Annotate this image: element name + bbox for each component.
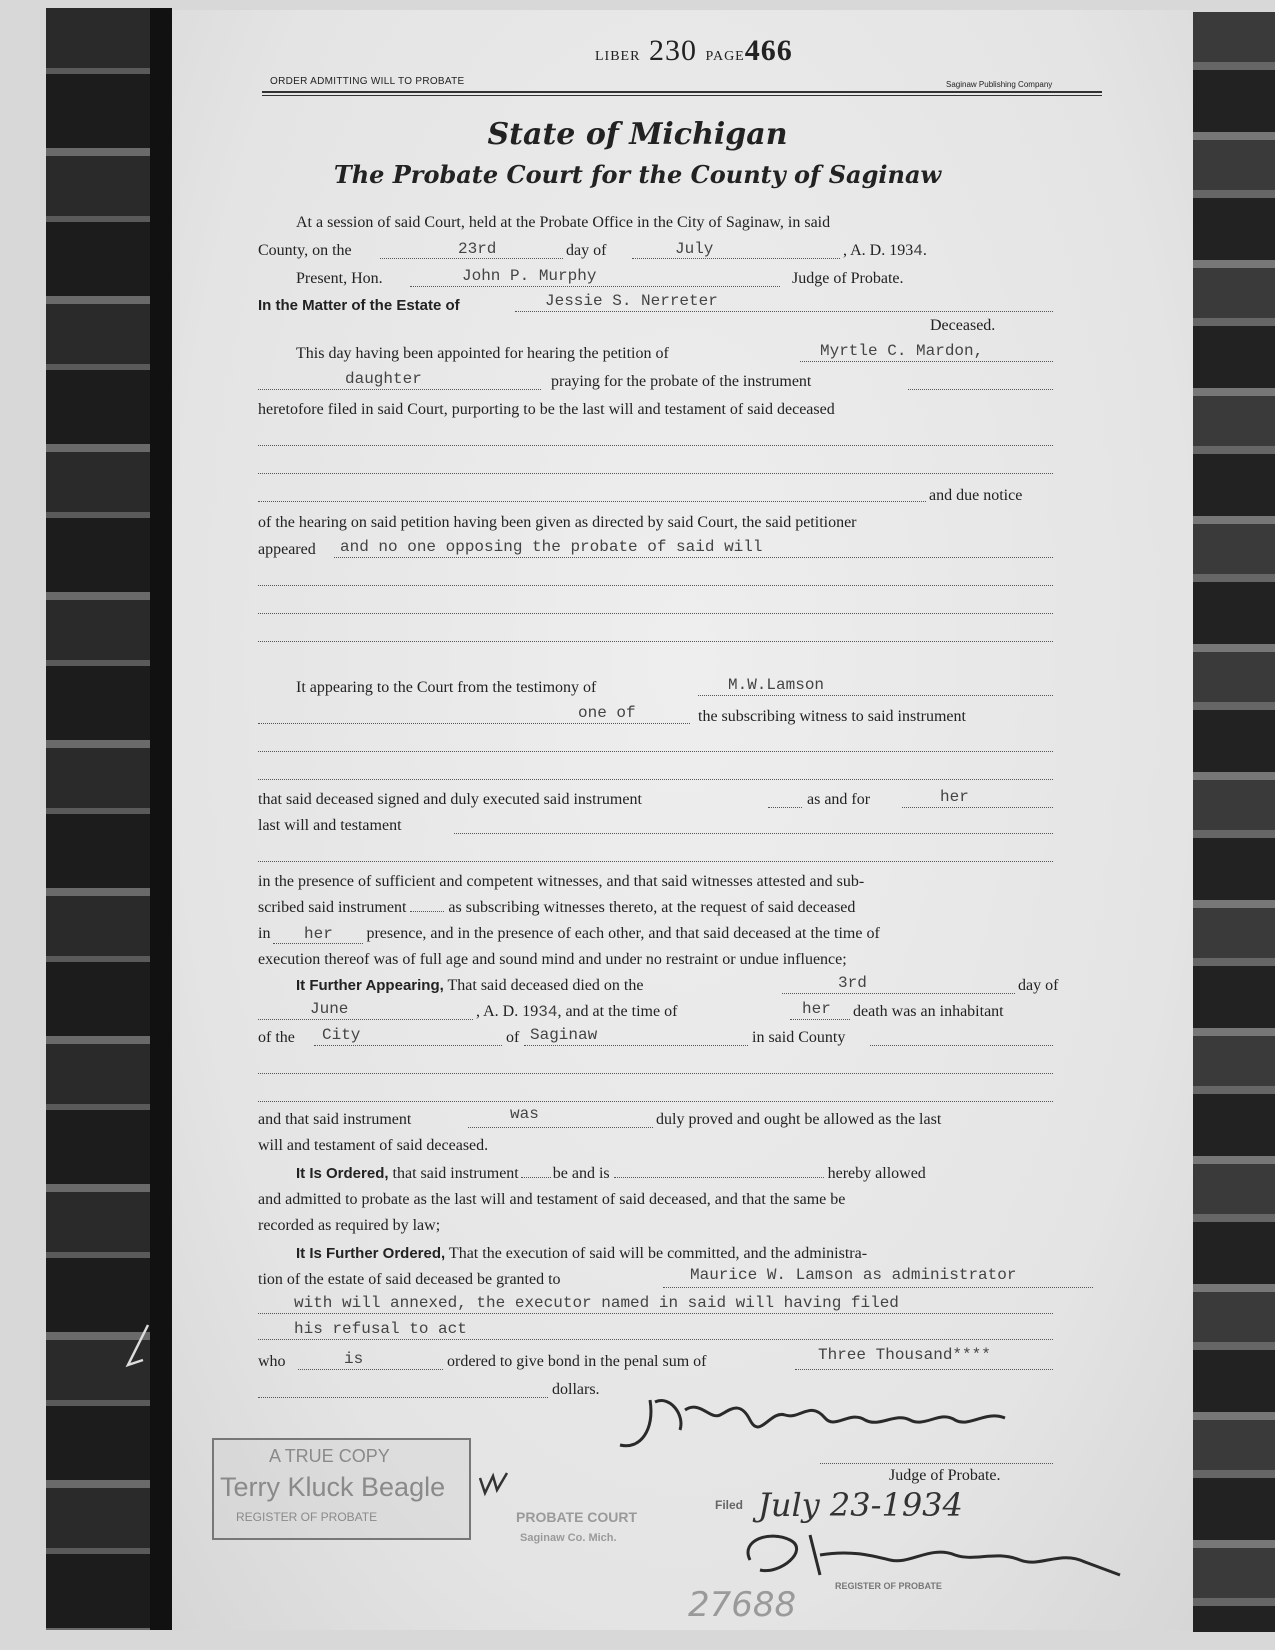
- session-day: 23rd: [458, 240, 497, 258]
- bond-amount: Three Thousand****: [818, 1346, 991, 1364]
- due-notice-text: and due notice: [929, 487, 1023, 504]
- admin-line4: his refusal to act: [294, 1320, 467, 1338]
- administrator-name: Maurice W. Lamson as administrator: [690, 1266, 1017, 1284]
- filed-label: Filed: [715, 1498, 744, 1512]
- dotted-line: [768, 807, 802, 808]
- dotted-line: [258, 1397, 548, 1398]
- witness-name: M.W.Lamson: [728, 676, 825, 694]
- presence-line3: in her presence, and in the presence of each other, and that said deceased at the time of: [258, 925, 880, 943]
- dotted-line: [298, 1369, 443, 1370]
- place-type: City: [322, 1026, 361, 1044]
- ordered-line3: recorded as required by law;: [258, 1217, 441, 1234]
- dotted-line: [258, 1073, 1053, 1074]
- form-title: ORDER ADMITTING WILL TO PROBATE: [270, 76, 465, 87]
- petition-line3: heretofore filed in said Court, purporting to be the last will and testament of said deceased: [258, 401, 835, 418]
- dotted-line: [380, 258, 563, 259]
- dotted-line: [258, 861, 1053, 862]
- true-copy-stamp: [212, 1438, 471, 1540]
- dotted-line: [258, 613, 1053, 614]
- probate-court-stamp: PROBATE COURT: [516, 1509, 638, 1525]
- filed-date: July 23-1934: [758, 1486, 963, 1524]
- pronoun-her-1: her: [940, 788, 969, 806]
- present-label: Present, Hon.: [296, 270, 383, 287]
- further-appearing-line: It Further Appearing, That said deceased died on the: [296, 977, 644, 994]
- dotted-line: [258, 473, 1053, 474]
- proved-line1a: and that said instrument: [258, 1111, 412, 1128]
- petition-line1: This day having been appointed for hearing the petition of: [296, 345, 669, 362]
- dotted-line: [258, 1019, 473, 1020]
- state-title: State of Michigan: [487, 117, 788, 152]
- dotted-line: [908, 389, 1053, 390]
- is-text: is: [344, 1350, 364, 1368]
- proved-line2: will and testament of said deceased.: [258, 1137, 489, 1154]
- dotted-line: [258, 779, 1053, 780]
- stamp-line2: Terry Kluck Beagle: [220, 1472, 446, 1502]
- petitioner-name: Myrtle C. Mardon,: [820, 342, 984, 360]
- judge-of-probate-label: Judge of Probate.: [792, 270, 904, 287]
- dollars-label: dollars.: [552, 1381, 600, 1398]
- petition-line5: of the hearing on said petition having been given as directed by said Court, the said petitioner: [258, 514, 857, 531]
- praying-text: praying for the probate of the instrument: [551, 373, 812, 390]
- right-scan-border: [1193, 12, 1275, 1632]
- dotted-line: [258, 1313, 1053, 1314]
- testimony-line1: It appearing to the Court from the testimony of: [296, 679, 597, 696]
- stamp-line1: A TRUE COPY: [269, 1446, 390, 1466]
- further-ordered-line2: tion of the estate of said deceased be granted to: [258, 1271, 561, 1288]
- county-on-label: County, on the: [258, 242, 352, 259]
- estate-matter-label: In the Matter of the Estate of: [258, 297, 460, 314]
- of-the-label: of the: [258, 1029, 295, 1046]
- proved-line1b: duly proved and ought be allowed as the last: [656, 1111, 942, 1128]
- judge-name: John P. Murphy: [462, 267, 597, 285]
- dotted-line: [800, 361, 1053, 362]
- death-day: 3rd: [838, 974, 867, 992]
- further-ordered-line1: It Is Further Ordered, That the execution of said will be committed, and the administra-: [296, 1245, 868, 1262]
- death-day-of: day of: [1018, 977, 1059, 994]
- dotted-line: [258, 501, 926, 502]
- was-text: was: [510, 1105, 539, 1123]
- subscribing-text: the subscribing witness to said instrument: [698, 708, 966, 725]
- stamp-line3: REGISTER OF PROBATE: [236, 1510, 378, 1524]
- dotted-line: [410, 286, 780, 287]
- dotted-line: [902, 807, 1053, 808]
- dotted-line: [782, 993, 1015, 994]
- dotted-line: [258, 1101, 1053, 1102]
- dotted-line: [870, 1045, 1053, 1046]
- petitioner-relation: daughter: [345, 370, 422, 388]
- appeared-text: and no one opposing the probate of said will: [340, 538, 763, 556]
- judge-probate-label: Judge of Probate.: [889, 1467, 1001, 1484]
- header-rule-thin: [262, 95, 1102, 96]
- dotted-line: [632, 258, 840, 259]
- last-will-text: last will and testament: [258, 817, 402, 834]
- session-month: July: [675, 240, 714, 258]
- court-title: The Probate Court for the County of Saginaw: [333, 160, 942, 189]
- register-signature: [720, 1520, 1140, 1590]
- header-rule: [262, 91, 1102, 93]
- session-line1: At a session of said Court, held at the Probate Office in the City of Saginaw, in said: [296, 214, 831, 231]
- witness-count: one of: [578, 704, 636, 722]
- judge-signature: [610, 1390, 1050, 1460]
- inhabitant-text: death was an inhabitant: [853, 1003, 1004, 1020]
- dotted-line: [314, 1045, 502, 1046]
- margin-mark: [118, 1320, 158, 1380]
- dotted-line: [258, 389, 541, 390]
- ordered-line1: It Is Ordered, that said instrument be and is hereby allowed: [296, 1165, 926, 1182]
- register-of-probate-label: REGISTER OF PROBATE: [835, 1581, 942, 1591]
- appeared-label: appeared: [258, 541, 316, 558]
- who-label: who: [258, 1353, 286, 1370]
- dotted-line: [468, 1127, 653, 1128]
- dotted-line: [820, 1463, 1053, 1464]
- dotted-line: [454, 833, 1053, 834]
- dotted-line: [258, 641, 1053, 642]
- dotted-line: [334, 557, 1053, 558]
- session-ad: , A. D. 1934.: [843, 242, 927, 260]
- presence-line4: execution thereof was of full age and sound mind and under no restraint or undue influence;: [258, 951, 847, 968]
- dotted-line: [795, 1369, 1053, 1370]
- deceased-label: Deceased.: [930, 317, 996, 334]
- of-label: of: [506, 1029, 520, 1046]
- dotted-line: [663, 1287, 1093, 1288]
- dotted-line: [258, 723, 690, 724]
- dotted-line: [524, 1045, 748, 1046]
- initials-mark: [475, 1468, 515, 1498]
- publisher: Saginaw Publishing Company: [946, 80, 1053, 89]
- dotted-line: [515, 311, 1053, 312]
- day-of-label: day of: [566, 242, 607, 259]
- death-month: June: [310, 1000, 349, 1018]
- presence-line1: in the presence of sufficient and competent witnesses, and that said witnesses attested and sub-: [258, 873, 865, 890]
- in-said-county: in said County: [752, 1029, 846, 1046]
- presence-line2: scribed said instrument as subscribing witnesses thereto, at the request of said deceased: [258, 899, 856, 916]
- dotted-line: [258, 445, 1053, 446]
- death-year-line: , A. D. 1934, and at the time of: [476, 1003, 678, 1021]
- death-pronoun: her: [802, 1000, 831, 1018]
- liber-page-number: LIBER 230 PAGE466: [595, 34, 793, 67]
- dotted-line: [258, 585, 1053, 586]
- admin-line3: with will annexed, the executor named in said will having filed: [294, 1294, 899, 1312]
- dotted-line: [790, 1019, 850, 1020]
- left-scan-border: [46, 8, 172, 1630]
- dotted-line: [258, 751, 1053, 752]
- signed-text: that said deceased signed and duly executed said instrument: [258, 791, 642, 808]
- as-and-for-text: as and for: [807, 791, 871, 808]
- dotted-line: [258, 1339, 1053, 1340]
- decedent-name: Jessie S. Nerreter: [545, 292, 718, 310]
- ordered-line2: and admitted to probate as the last will and testament of said deceased, and that the same be: [258, 1191, 846, 1208]
- county-stamp: Saginaw Co. Mich.: [520, 1532, 617, 1544]
- dotted-line: [698, 695, 1053, 696]
- file-number: 27688: [688, 1585, 797, 1625]
- death-place: Saginaw: [530, 1026, 598, 1044]
- ordered-bond-text: ordered to give bond in the penal sum of: [447, 1353, 707, 1370]
